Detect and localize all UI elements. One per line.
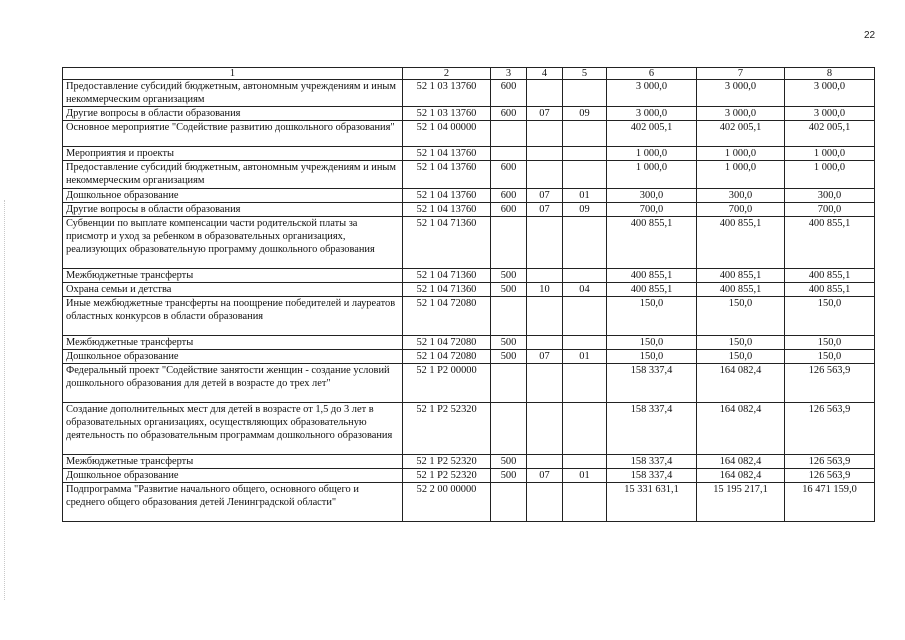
row-vr-cell: 500 — [491, 469, 527, 483]
row-name-cell: Подпрограмма "Развитие начального общего, основного общего и среднего общего образования детей Ленинградской области" — [63, 483, 403, 522]
row-code-cell: 52 1 04 72080 — [403, 350, 491, 364]
row-year1-cell: 158 337,4 — [607, 403, 697, 455]
row-code-cell: 52 2 00 00000 — [403, 483, 491, 522]
budget-table — [62, 67, 875, 522]
row-name-cell: Межбюджетные трансферты — [63, 268, 403, 282]
table-row — [63, 403, 875, 455]
row-code-cell: 52 1 04 71360 — [403, 216, 491, 268]
row-year2-cell: 164 082,4 — [697, 469, 785, 483]
table-row — [63, 216, 875, 268]
row-name-cell: Дошкольное образование — [63, 469, 403, 483]
row-name-cell: Другие вопросы в области образования — [63, 202, 403, 216]
row-year1-cell: 3 000,0 — [607, 80, 697, 107]
row-year1-cell: 400 855,1 — [607, 282, 697, 296]
row-year3-cell: 126 563,9 — [785, 403, 875, 455]
row-year1-cell: 1 000,0 — [607, 147, 697, 161]
header-col-1: 1 — [63, 68, 403, 80]
row-year3-cell: 402 005,1 — [785, 121, 875, 147]
row-year2-cell: 1 000,0 — [697, 147, 785, 161]
row-vr-cell — [491, 216, 527, 268]
row-name-cell: Иные межбюджетные трансферты на поощрение победителей и лауреатов областных конкурсов в области образования — [63, 296, 403, 335]
table-row — [63, 455, 875, 469]
row-code-cell: 52 1 P2 00000 — [403, 364, 491, 403]
row-year1-cell: 300,0 — [607, 188, 697, 202]
row-rz-cell — [527, 455, 563, 469]
row-vr-cell: 600 — [491, 202, 527, 216]
row-year2-cell: 1 000,0 — [697, 161, 785, 188]
row-name-cell: Дошкольное образование — [63, 350, 403, 364]
row-year3-cell: 150,0 — [785, 350, 875, 364]
row-year2-cell: 150,0 — [697, 350, 785, 364]
row-year1-cell: 3 000,0 — [607, 107, 697, 121]
table-row — [63, 282, 875, 296]
row-year1-cell: 150,0 — [607, 335, 697, 349]
row-year1-cell: 158 337,4 — [607, 364, 697, 403]
row-year1-cell: 1 000,0 — [607, 161, 697, 188]
budget-table-container — [62, 67, 874, 522]
row-rz-cell — [527, 403, 563, 455]
page-edge-line — [4, 200, 6, 600]
row-rz-cell: 07 — [527, 469, 563, 483]
row-code-cell: 52 1 04 72080 — [403, 335, 491, 349]
row-year2-cell: 400 855,1 — [697, 282, 785, 296]
row-name-cell: Субвенции по выплате компенсации части родительской платы за присмотр и уход за ребенком в образовательных организациях, реализующих образовательную программу дошкольного образования — [63, 216, 403, 268]
row-year2-cell: 164 082,4 — [697, 455, 785, 469]
row-vr-cell: 500 — [491, 268, 527, 282]
row-name-cell: Предоставление субсидий бюджетным, автономным учреждениям и иным некоммерческим организациям — [63, 80, 403, 107]
row-year3-cell: 400 855,1 — [785, 282, 875, 296]
header-row — [63, 68, 875, 80]
row-rz-cell — [527, 147, 563, 161]
row-year2-cell: 3 000,0 — [697, 107, 785, 121]
row-year3-cell: 1 000,0 — [785, 147, 875, 161]
table-row — [63, 147, 875, 161]
row-code-cell: 52 1 04 13760 — [403, 147, 491, 161]
row-pr-cell — [563, 121, 607, 147]
row-rz-cell: 07 — [527, 107, 563, 121]
row-year1-cell: 700,0 — [607, 202, 697, 216]
row-name-cell: Дошкольное образование — [63, 188, 403, 202]
row-code-cell: 52 1 P2 52320 — [403, 469, 491, 483]
table-row — [63, 80, 875, 107]
table-row — [63, 202, 875, 216]
table-row — [63, 268, 875, 282]
row-code-cell: 52 1 04 13760 — [403, 188, 491, 202]
row-rz-cell: 07 — [527, 188, 563, 202]
row-name-cell: Предоставление субсидий бюджетным, автономным учреждениям и иным некоммерческим организациям — [63, 161, 403, 188]
row-year3-cell: 126 563,9 — [785, 364, 875, 403]
table-row — [63, 161, 875, 188]
header-col-7: 7 — [697, 68, 785, 80]
row-year3-cell: 126 563,9 — [785, 455, 875, 469]
row-code-cell: 52 1 04 00000 — [403, 121, 491, 147]
row-year2-cell: 15 195 217,1 — [697, 483, 785, 522]
row-year2-cell: 400 855,1 — [697, 268, 785, 282]
row-pr-cell — [563, 268, 607, 282]
row-name-cell: Основное мероприятие "Содействие развитию дошкольного образования" — [63, 121, 403, 147]
row-rz-cell — [527, 296, 563, 335]
row-year1-cell: 400 855,1 — [607, 216, 697, 268]
header-col-8: 8 — [785, 68, 875, 80]
header-col-2: 2 — [403, 68, 491, 80]
table-row — [63, 121, 875, 147]
row-name-cell: Межбюджетные трансферты — [63, 455, 403, 469]
row-year3-cell: 150,0 — [785, 296, 875, 335]
row-code-cell: 52 1 P2 52320 — [403, 455, 491, 469]
row-vr-cell: 500 — [491, 455, 527, 469]
table-row — [63, 483, 875, 522]
row-name-cell: Межбюджетные трансферты — [63, 335, 403, 349]
row-year3-cell: 150,0 — [785, 335, 875, 349]
row-vr-cell — [491, 147, 527, 161]
row-year2-cell: 164 082,4 — [697, 364, 785, 403]
row-code-cell: 52 1 04 71360 — [403, 282, 491, 296]
row-year3-cell: 3 000,0 — [785, 107, 875, 121]
row-vr-cell — [491, 483, 527, 522]
row-year1-cell: 158 337,4 — [607, 469, 697, 483]
row-pr-cell — [563, 483, 607, 522]
page-number: 22 — [864, 30, 876, 41]
table-row — [63, 335, 875, 349]
header-col-4: 4 — [527, 68, 563, 80]
row-pr-cell: 09 — [563, 107, 607, 121]
row-rz-cell — [527, 364, 563, 403]
row-pr-cell — [563, 216, 607, 268]
row-vr-cell: 600 — [491, 161, 527, 188]
row-year3-cell: 400 855,1 — [785, 216, 875, 268]
row-year3-cell: 400 855,1 — [785, 268, 875, 282]
row-pr-cell — [563, 161, 607, 188]
row-rz-cell — [527, 335, 563, 349]
row-vr-cell — [491, 296, 527, 335]
row-vr-cell: 600 — [491, 107, 527, 121]
table-row — [63, 188, 875, 202]
row-year1-cell: 158 337,4 — [607, 455, 697, 469]
row-code-cell: 52 1 04 71360 — [403, 268, 491, 282]
row-pr-cell — [563, 80, 607, 107]
row-code-cell: 52 1 P2 52320 — [403, 403, 491, 455]
row-year1-cell: 402 005,1 — [607, 121, 697, 147]
header-col-5: 5 — [563, 68, 607, 80]
row-year3-cell: 300,0 — [785, 188, 875, 202]
row-year1-cell: 150,0 — [607, 296, 697, 335]
row-rz-cell: 07 — [527, 350, 563, 364]
row-year3-cell: 3 000,0 — [785, 80, 875, 107]
header-col-6: 6 — [607, 68, 697, 80]
row-vr-cell: 500 — [491, 335, 527, 349]
row-pr-cell: 01 — [563, 469, 607, 483]
row-year2-cell: 300,0 — [697, 188, 785, 202]
row-vr-cell: 500 — [491, 282, 527, 296]
row-year3-cell: 1 000,0 — [785, 161, 875, 188]
row-rz-cell — [527, 216, 563, 268]
row-year2-cell: 402 005,1 — [697, 121, 785, 147]
row-code-cell: 52 1 03 13760 — [403, 80, 491, 107]
table-row — [63, 350, 875, 364]
row-year3-cell: 700,0 — [785, 202, 875, 216]
row-pr-cell — [563, 403, 607, 455]
row-rz-cell: 07 — [527, 202, 563, 216]
row-pr-cell — [563, 364, 607, 403]
row-pr-cell: 09 — [563, 202, 607, 216]
row-pr-cell — [563, 296, 607, 335]
row-rz-cell: 10 — [527, 282, 563, 296]
table-body — [63, 80, 875, 522]
row-year3-cell: 126 563,9 — [785, 469, 875, 483]
row-year2-cell: 150,0 — [697, 335, 785, 349]
row-vr-cell — [491, 403, 527, 455]
row-name-cell: Федеральный проект "Содействие занятости женщин - создание условий дошкольного образования для детей в возрасте до трех лет" — [63, 364, 403, 403]
row-rz-cell — [527, 161, 563, 188]
row-name-cell: Мероприятия и проекты — [63, 147, 403, 161]
row-name-cell: Создание дополнительных мест для детей в возрасте от 1,5 до 3 лет в образовательных организациях, осуществляющих образовательную деятельность по образовательным программам дошкольного образования — [63, 403, 403, 455]
row-vr-cell: 500 — [491, 350, 527, 364]
row-vr-cell — [491, 121, 527, 147]
row-name-cell: Другие вопросы в области образования — [63, 107, 403, 121]
row-code-cell: 52 1 03 13760 — [403, 107, 491, 121]
row-code-cell: 52 1 04 72080 — [403, 296, 491, 335]
row-year2-cell: 3 000,0 — [697, 80, 785, 107]
row-vr-cell — [491, 364, 527, 403]
row-year2-cell: 400 855,1 — [697, 216, 785, 268]
row-year1-cell: 15 331 631,1 — [607, 483, 697, 522]
row-rz-cell — [527, 121, 563, 147]
row-pr-cell: 01 — [563, 188, 607, 202]
row-pr-cell — [563, 147, 607, 161]
row-year2-cell: 164 082,4 — [697, 403, 785, 455]
row-year1-cell: 400 855,1 — [607, 268, 697, 282]
row-year1-cell: 150,0 — [607, 350, 697, 364]
table-row — [63, 469, 875, 483]
row-year2-cell: 150,0 — [697, 296, 785, 335]
row-vr-cell: 600 — [491, 80, 527, 107]
row-rz-cell — [527, 483, 563, 522]
row-pr-cell — [563, 455, 607, 469]
table-row — [63, 296, 875, 335]
header-col-3: 3 — [491, 68, 527, 80]
row-year3-cell: 16 471 159,0 — [785, 483, 875, 522]
row-rz-cell — [527, 80, 563, 107]
row-pr-cell — [563, 335, 607, 349]
row-code-cell: 52 1 04 13760 — [403, 202, 491, 216]
row-pr-cell: 04 — [563, 282, 607, 296]
row-name-cell: Охрана семьи и детства — [63, 282, 403, 296]
table-row — [63, 364, 875, 403]
row-pr-cell: 01 — [563, 350, 607, 364]
row-vr-cell: 600 — [491, 188, 527, 202]
row-rz-cell — [527, 268, 563, 282]
table-row — [63, 107, 875, 121]
row-code-cell: 52 1 04 13760 — [403, 161, 491, 188]
row-year2-cell: 700,0 — [697, 202, 785, 216]
